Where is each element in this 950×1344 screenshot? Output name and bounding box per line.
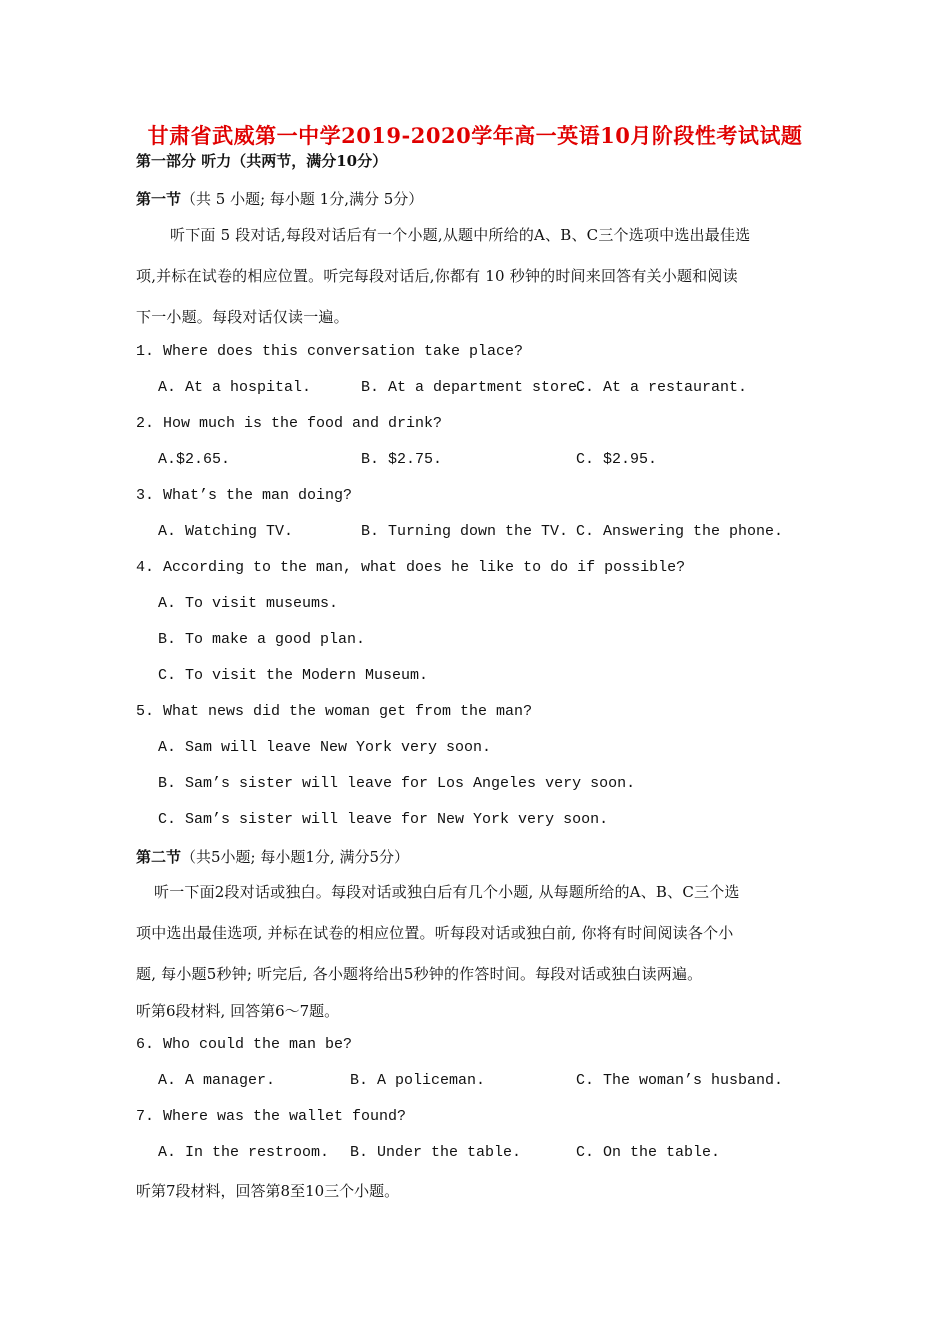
option-b: B. A policeman. [350,1072,486,1089]
question-stem: 6. Who could the man be? [136,1036,353,1053]
option-a: A.$2.65. [158,451,231,468]
option-c: C. To visit the Modern Museum. [158,667,429,684]
question-stem: 2. How much is the food and drink? [136,415,443,432]
option-a: A. At a hospital. [158,379,312,396]
option-c: C. Sam’s sister will leave for New York very soon. [158,811,609,828]
option-b: B. At a department store. [361,379,587,396]
section1-instruction-line: 项,并标在试卷的相应位置。听完每段对话后,你都有 10 秒钟的时间来回答有关小题和阅读 [136,267,738,285]
option-a: A. Sam will leave New York very soon. [158,739,492,756]
option-b: B. To make a good plan. [158,631,366,648]
option-b: B. Turning down the TV. [361,523,569,540]
question-stem: 3. What’s the man doing? [136,487,353,504]
option-b: B. Under the table. [350,1144,522,1161]
option-a: A. To visit museums. [158,595,339,612]
question-stem: 1. Where does this conversation take place? [136,343,524,360]
option-a: A. In the restroom. [158,1144,330,1161]
section2-heading [136,846,409,867]
option-a: A. Watching TV. [158,523,294,540]
material-note: 听第6段材料, 回答第6～7题。 [136,1002,340,1020]
section1-heading-detail: （共 5 小题; 每小题 1分,满分 5分） [181,190,424,208]
question-stem: 7. Where was the wallet found? [136,1108,407,1125]
option-c: C. Answering the phone. [576,523,784,540]
material-note: 听第7段材料，回答第8至10三个小题。 [136,1182,400,1200]
option-c: C. On the table. [576,1144,721,1161]
page-title: 甘肃省武威第一中学2019-2020学年高一英语10月阶段性考试试题 [147,123,803,148]
option-b: B. $2.75. [361,451,443,468]
option-c: C. At a restaurant. [576,379,748,396]
option-c: C. The woman’s husband. [576,1072,784,1089]
option-c: C. $2.95. [576,451,658,468]
section1-instruction-line: 下一小题。每段对话仅读一遍。 [136,308,349,326]
section2-instruction-line: 题, 每小题5秒钟; 听完后, 各小题将给出5秒钟的作答时间。每段对话或独白读两遍。 [136,965,703,983]
question-stem: 5. What news did the woman get from the man? [136,703,533,720]
section1-heading-label: 第一节 [136,190,182,208]
section1-instruction-line: 听下面 5 段对话,每段对话后有一个小题,从题中所给的A、B、C三个选项中选出最佳选 [170,226,751,244]
section1-heading [136,188,423,209]
section2-instruction-line: 听一下面2段对话或独白。每段对话或独白后有几个小题, 从每题所给的A、B、C三个选 [154,883,740,901]
section2-heading-detail: （共5小题; 每小题1分, 满分5分） [181,848,410,866]
section2-heading-label: 第二节 [136,848,182,866]
option-a: A. A manager. [158,1072,276,1089]
question-stem: 4. According to the man, what does he like to do if possible? [136,559,686,576]
part1-heading: 第一部分 听力（共两节，满分10分） [136,152,388,170]
option-b: B. Sam’s sister will leave for Los Angeles very soon. [158,775,636,792]
section2-instruction-line: 项中选出最佳选项, 并标在试卷的相应位置。听每段对话或独白前, 你将有时间阅读各个小 [136,924,734,942]
